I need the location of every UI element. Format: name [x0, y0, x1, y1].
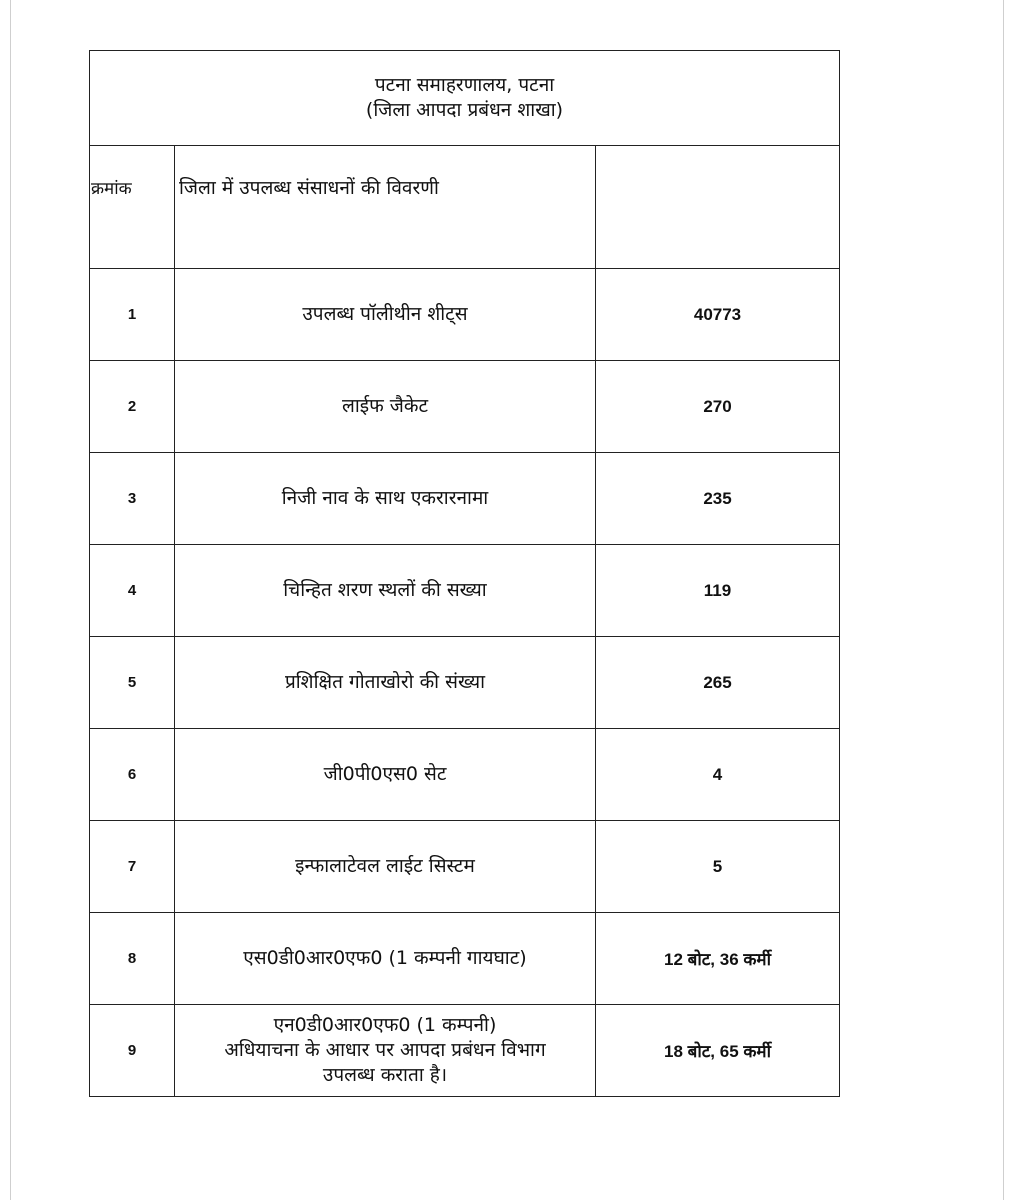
row-number: 9	[90, 1005, 175, 1097]
row-number: 2	[90, 361, 175, 453]
row-value: 265	[596, 637, 840, 729]
row-number: 4	[90, 545, 175, 637]
row-number: 1	[90, 269, 175, 361]
table-title	[90, 51, 840, 146]
row-value: 4	[596, 729, 840, 821]
row-value: 18 बोट, 65 कर्मी	[596, 1005, 840, 1097]
row-description: उपलब्ध पॉलीथीन शीट्स	[175, 269, 596, 361]
row-number: 7	[90, 821, 175, 913]
table-row	[90, 729, 840, 821]
table-row	[90, 269, 840, 361]
table-row	[90, 545, 840, 637]
column-header-value	[596, 146, 840, 269]
row-value: 5	[596, 821, 840, 913]
table-row	[90, 361, 840, 453]
row-value: 40773	[596, 269, 840, 361]
row-number: 5	[90, 637, 175, 729]
column-header-description: जिला में उपलब्ध संसाधनों की विवरणी	[175, 146, 596, 269]
row-value: 235	[596, 453, 840, 545]
title-line-branch: (जिला आपदा प्रबंधन शाखा)	[365, 99, 564, 121]
page-edge-left	[10, 0, 11, 1200]
header-row	[90, 146, 840, 269]
row-description-line: एन0डी0आर0एफ0 (1 कम्पनी)	[273, 1014, 497, 1036]
row-description: जी0पी0एस0 सेट	[175, 729, 596, 821]
column-header-serial: क्रमांक	[90, 146, 175, 269]
resources-table	[89, 50, 840, 1097]
row-number: 6	[90, 729, 175, 821]
row-description: निजी नाव के साथ एकरारनामा	[175, 453, 596, 545]
row-number: 8	[90, 913, 175, 1005]
row-description: एस0डी0आर0एफ0 (1 कम्पनी गायघाट)	[175, 913, 596, 1005]
table-row	[90, 1005, 840, 1097]
row-number: 3	[90, 453, 175, 545]
title-row	[90, 51, 840, 146]
row-description: चिन्हित शरण स्थलों की सख्या	[175, 545, 596, 637]
row-value: 12 बोट, 36 कर्मी	[596, 913, 840, 1005]
table-row	[90, 821, 840, 913]
row-description-line: अधियाचना के आधार पर आपदा प्रबंधन विभाग	[224, 1039, 546, 1061]
table-row	[90, 913, 840, 1005]
page-edge-right	[1003, 0, 1004, 1200]
table-row	[90, 637, 840, 729]
row-value: 119	[596, 545, 840, 637]
row-description-multiline	[175, 1005, 596, 1097]
row-description-line: उपलब्ध कराता है।	[322, 1064, 448, 1086]
row-description: प्रशिक्षित गोताखोरो की संख्या	[175, 637, 596, 729]
row-value: 270	[596, 361, 840, 453]
title-line-office: पटना समाहरणालय, पटना	[374, 74, 555, 96]
row-description: इन्फालाटेवल लाईट सिस्टम	[175, 821, 596, 913]
row-description: लाईफ जैकेट	[175, 361, 596, 453]
table-row	[90, 453, 840, 545]
